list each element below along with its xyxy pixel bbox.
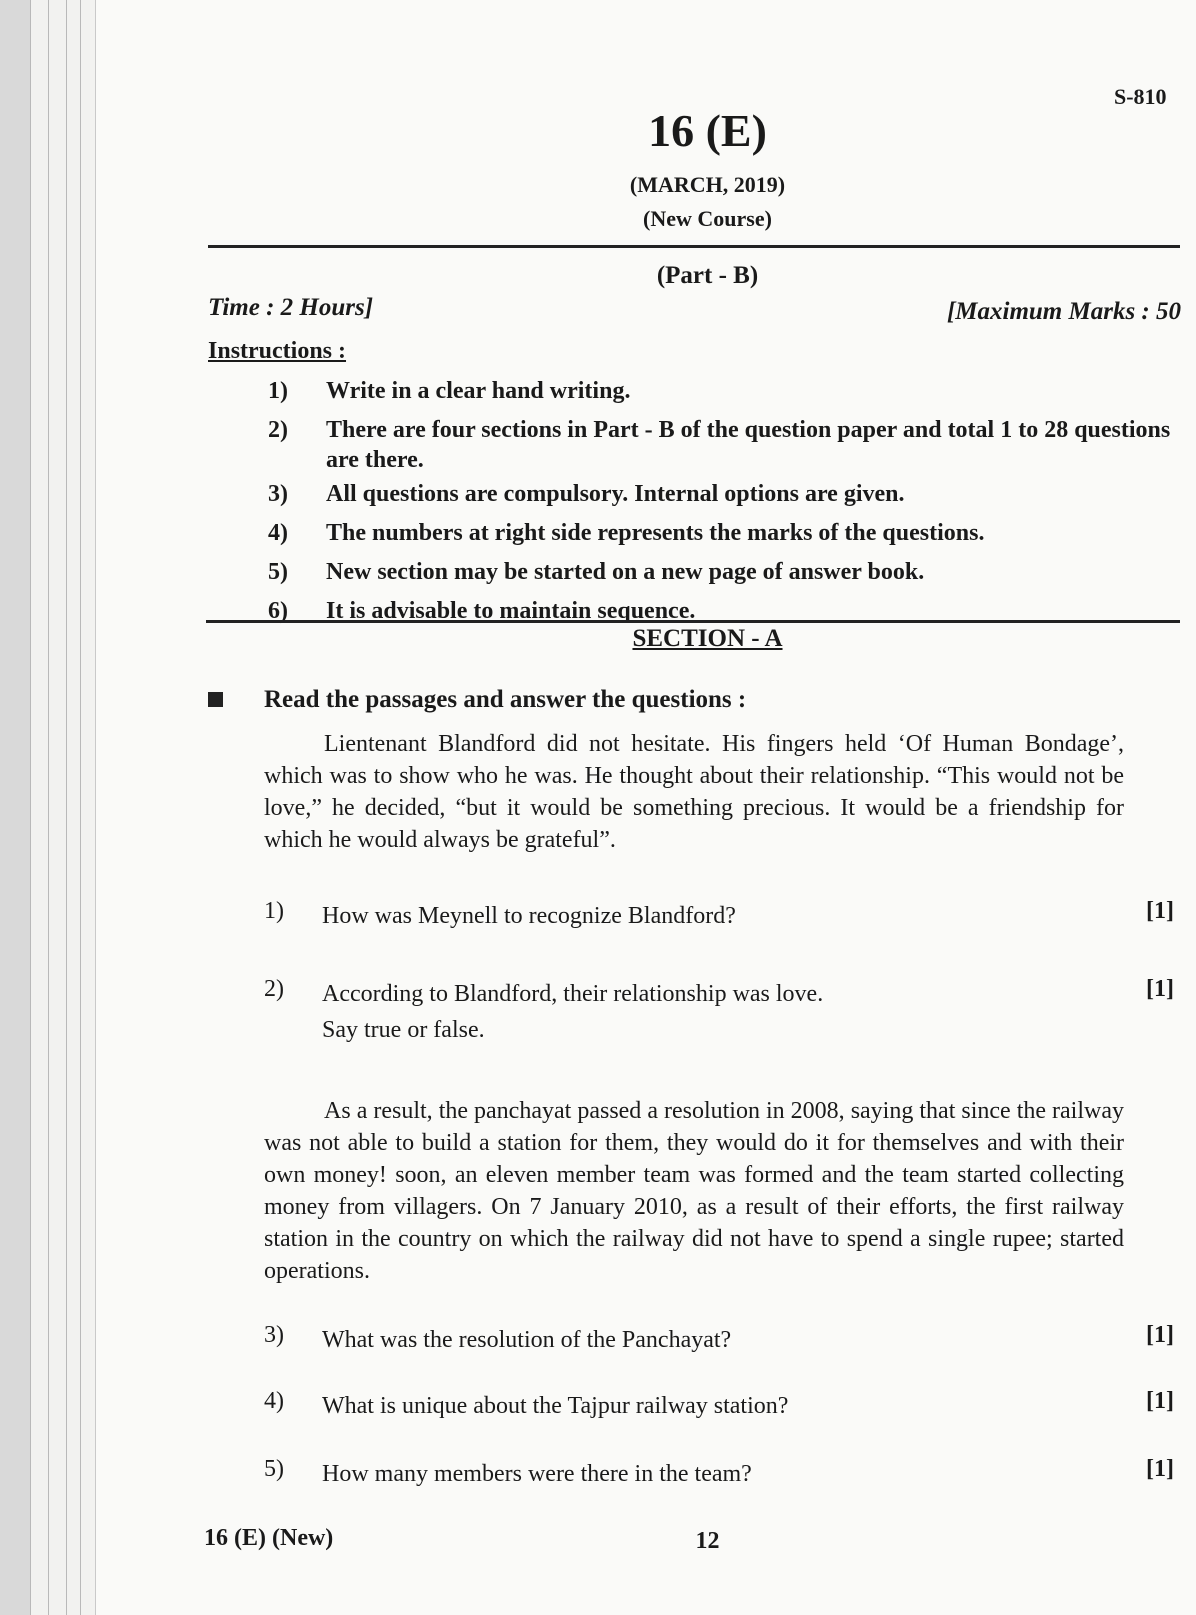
instructions-list: [268, 376, 1188, 635]
instruction-text: New section may be started on a new page of answer book.: [326, 559, 925, 585]
section-title: SECTION - A: [632, 625, 783, 652]
instruction-number: 5): [268, 559, 288, 585]
instruction-item: [268, 415, 1188, 475]
instruction-number: 4): [268, 520, 288, 546]
question-text: How was Meynell to recognize Blandford?: [322, 903, 736, 929]
question-number: 2): [264, 976, 284, 1002]
instructions-heading: Instructions :: [208, 338, 347, 364]
passage-2-text: As a result, the panchayat passed a resolution in 2008, saying that since the railway was not able to build a station for them, they would do it for themselves and with their own money! soon, an eleven member team was formed and the team started collecting money from villagers. On 7 January 2010, as a result of their efforts, the first railway station in the country on which the railway did not have to spend a single rupee; started operations.: [264, 1098, 1124, 1284]
course-type: (New Course): [643, 206, 772, 231]
question-item: [264, 1322, 1174, 1358]
question-marks: [1]: [1146, 898, 1174, 924]
question-text: How many members were there in the team?: [322, 1461, 752, 1487]
instruction-text: The numbers at right side represents the marks of the questions.: [326, 520, 985, 546]
passage-1-text: Lientenant Blandford did not hesitate. His fingers held ‘Of Human Bondage’, which was to show who he was. He thought about their relationship. “This would not be love,” he decided, “but it would be something precious. It would be a friendship for which he would always be grateful”.: [264, 731, 1124, 853]
question-number: 1): [264, 898, 284, 924]
question-text: What was the resolution of the Panchayat?: [322, 1327, 732, 1353]
section-lead: Read the passages and answer the questions :: [264, 686, 747, 713]
instruction-item: [268, 557, 1188, 587]
question-item: [264, 1456, 1174, 1492]
exam-session: (MARCH, 2019): [629, 172, 786, 197]
instruction-item: [268, 479, 1188, 509]
passage-2: [264, 1095, 1124, 1287]
header-divider: [208, 245, 1180, 248]
instruction-item: [268, 376, 1188, 406]
instruction-number: 3): [268, 481, 288, 507]
instructions-divider: [206, 620, 1180, 623]
time-allowed: Time : 2 Hours]: [208, 294, 374, 321]
instruction-text: All questions are compulsory. Internal options are given.: [326, 481, 905, 507]
question-text-line-2: Say true or false.: [322, 1017, 485, 1043]
question-text: According to Blandford, their relationship was love.: [322, 981, 824, 1007]
question-item: [264, 1388, 1174, 1424]
instruction-item: [268, 518, 1188, 548]
page-number: 12: [695, 1528, 720, 1554]
exam-page: [95, 0, 1196, 1615]
question-marks: [1]: [1146, 1456, 1174, 1482]
paper-code: S-810: [1114, 84, 1167, 109]
question-marks: [1]: [1146, 1322, 1174, 1348]
question-number: 5): [264, 1456, 284, 1482]
passage-1: [264, 728, 1124, 856]
instruction-number: 6): [268, 598, 288, 624]
question-number: 4): [264, 1388, 284, 1414]
maximum-marks: [Maximum Marks : 50: [946, 298, 1181, 325]
instruction-text: There are four sections in Part - B of the question paper and total 1 to 28 questions are there.: [326, 417, 1171, 473]
question-text: What is unique about the Tajpur railway station?: [322, 1393, 789, 1419]
question-marks: [1]: [1146, 1388, 1174, 1414]
question-item: [264, 976, 1174, 1048]
question-item: [264, 898, 1174, 934]
square-bullet-icon: [208, 692, 223, 707]
subject-code-title: 16 (E): [648, 105, 767, 156]
part-label: (Part - B): [656, 262, 759, 289]
instruction-text: Write in a clear hand writing.: [326, 378, 631, 404]
question-number: 3): [264, 1322, 284, 1348]
instruction-text: It is advisable to maintain sequence.: [326, 598, 696, 624]
question-marks: [1]: [1146, 976, 1174, 1002]
footer-code: 16 (E) (New): [204, 1525, 334, 1551]
instruction-number: 1): [268, 378, 288, 404]
instruction-number: 2): [268, 417, 288, 443]
question-text-block: [322, 976, 1134, 1048]
